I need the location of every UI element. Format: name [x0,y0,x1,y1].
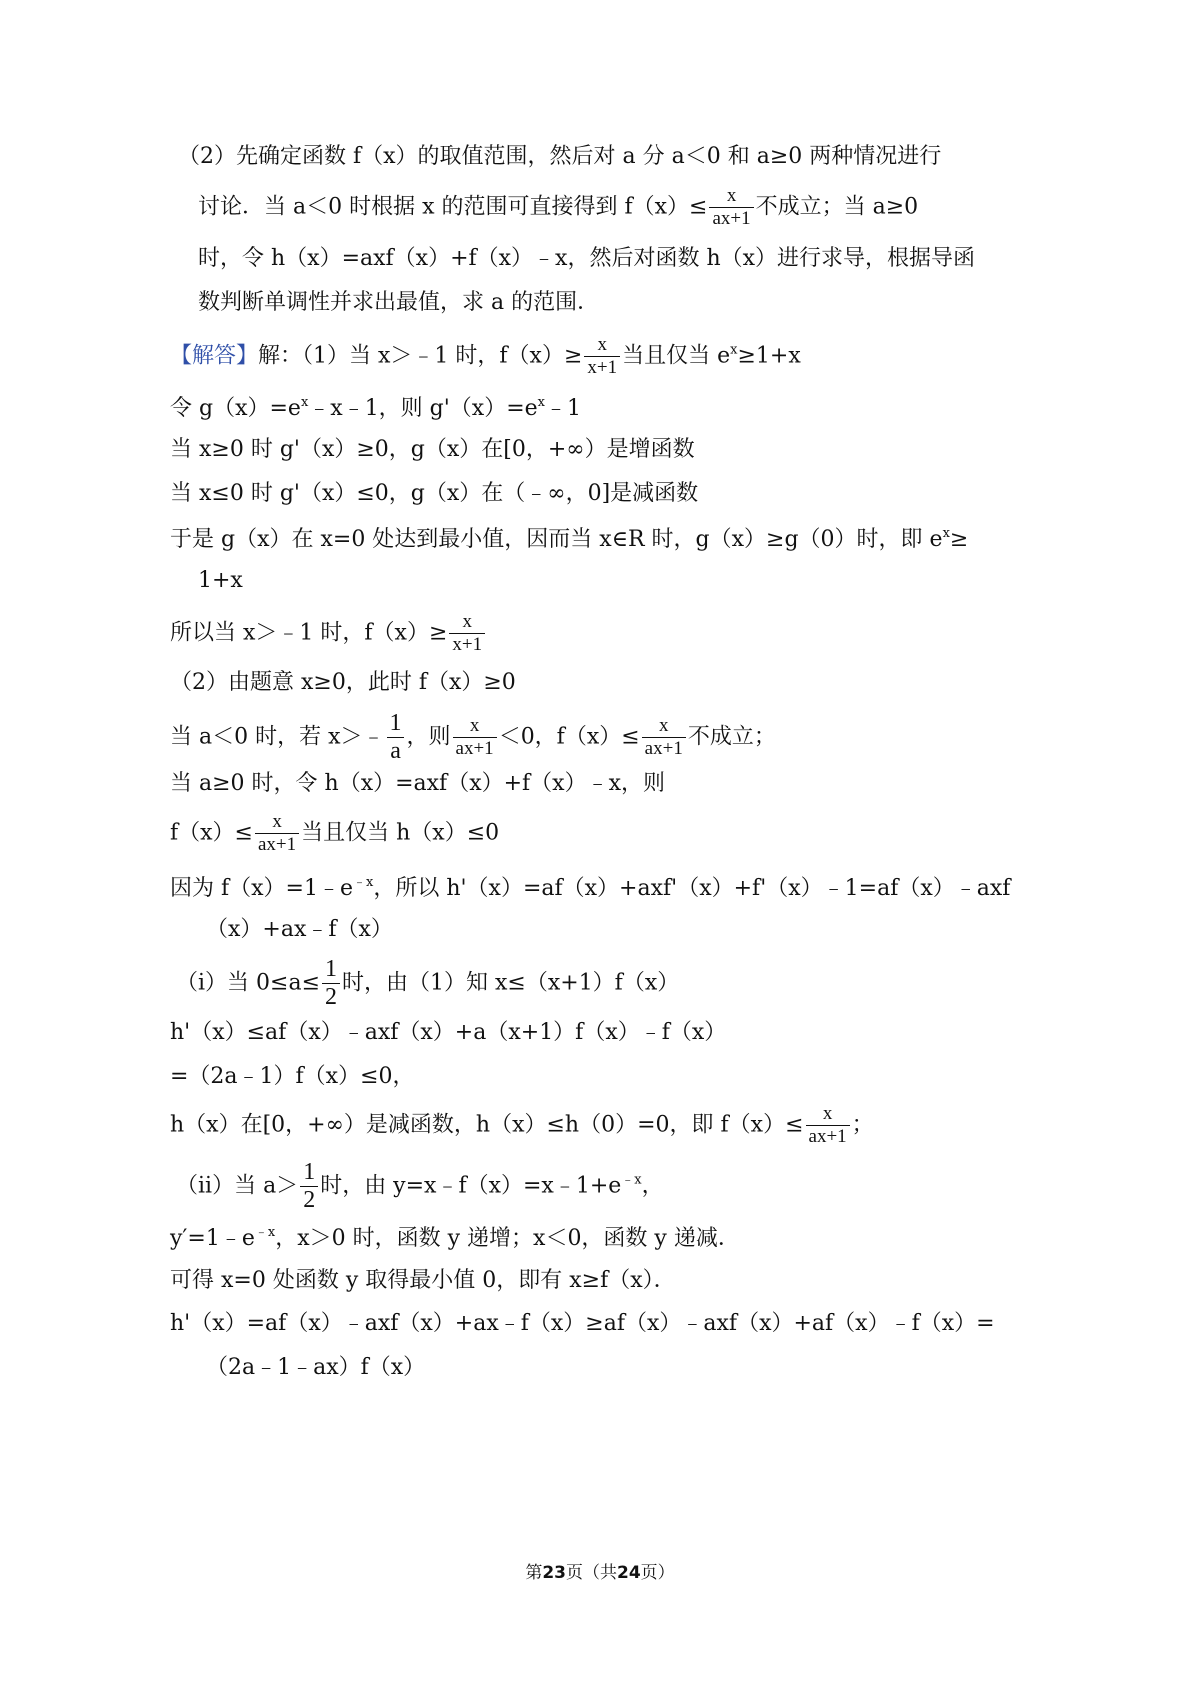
page-number: 23 [542,1563,566,1583]
text: 讨论．当 a＜0 时根据 x 的范围可直接得到 f（x）≤ [198,194,708,220]
denominator: x+1 [584,356,620,378]
g-increasing [170,439,695,461]
superscript: ﹣x [254,1225,276,1240]
text: =（2a﹣1）f（x）≤0， [170,1064,415,1089]
superscript: x [942,526,950,541]
text: 时，令 h（x）=axf（x）+f（x）﹣x，然后对函数 h（x）进行求导，根据导函 [198,246,976,271]
text: 于是 g（x）在 x=0 处达到最小值，因而当 x∈R 时，g（x）≥g（0）时，即 e [170,527,943,552]
text: 所以当 x＞﹣1 时，f（x）≥ [170,620,448,646]
text: ＜0，f（x）≤ [498,724,640,750]
superscript: x [537,395,546,410]
y-minimum [170,1270,676,1292]
denominator: ax+1 [255,833,299,855]
text: 当且仅当 e [622,343,731,369]
text: 令 g（x）=e [170,396,301,421]
numerator: 1 [303,1159,316,1185]
fraction-x-over-ax-plus-1 [709,186,753,229]
denominator: ax+1 [709,207,753,229]
denominator: a [387,737,404,764]
page-total: 24 [617,1563,641,1583]
analysis-line-2 [198,186,918,229]
numerator: x [659,715,669,737]
fraction-x-over-ax-plus-1 [806,1104,850,1147]
text: （ii）当 a＞ [176,1173,299,1199]
text: 不成立；当 a≥0 [755,194,919,220]
fraction-x-over-ax-plus-1 [642,716,686,759]
text: 时，由（1）知 x≤（x+1）f（x） [342,970,680,996]
text: ，x＞0 时，函数 y 递增；x＜0，函数 y 递减． [275,1226,740,1251]
text: 时，由 y=x﹣f（x）=x﹣1+e [320,1173,622,1199]
text: （i）当 0≤a≤ [176,970,321,996]
numerator: 1 [325,956,338,982]
h-prime-final [170,1313,995,1335]
fraction-x-over-x-plus-1 [449,612,485,655]
numerator: x [597,334,607,355]
case-i [176,957,679,1010]
text: ﹣x﹣1，则 g'（x）=e [308,396,538,421]
case-ii [176,1160,664,1213]
numerator: x [462,611,472,632]
text: 1+x [198,568,243,593]
text: ﹣1 [545,396,582,421]
a-negative-case [170,711,776,764]
text: （2）先确定函数 f（x）的取值范围，然后对 a 分 a＜0 和 a≥0 两种情况进行 [178,144,942,169]
numerator: x [822,1103,833,1124]
text: f（x）≤ [170,820,253,846]
text: 当 a≥0 时，令 h（x）=axf（x）+f（x）﹣x，则 [170,771,666,796]
conclusion-part1 [170,612,487,655]
fraction-x-over-ax-plus-1 [453,716,497,759]
text: ，所以 h'（x）=af（x）+axf'（x）+f'（x）﹣1=af（x）﹣axf [373,876,1011,901]
because-line [170,876,1010,900]
text: 不成立； [687,724,776,750]
analysis-line-3 [198,248,975,270]
numerator: 1 [389,710,402,736]
text: 当 x≥0 时 g'（x）≥0，g（x）在[0，+∞）是增函数 [170,437,695,462]
denominator: x+1 [449,633,485,655]
jieda-label: 【解答】 [170,343,259,369]
analysis-line-1 [178,146,941,168]
superscript: ﹣x [353,875,374,890]
text: （x）+ax﹣f（x） [206,917,393,942]
numerator: x [726,185,737,206]
page-footer [0,1558,1200,1583]
denominator: ax+1 [642,737,686,759]
numerator: x [272,811,282,832]
h-prime-final-cont [206,1357,425,1379]
text: 当 x≤0 时 g'（x）≤0，g（x）在（﹣∞，0]是减函数 [170,481,699,506]
part2-start [170,672,516,694]
fraction-x-over-x-plus-1 [584,335,620,378]
footer-prefix: 第 [525,1563,543,1583]
fraction-1-over-2 [322,957,340,1010]
denominator: ax+1 [453,737,497,759]
text: （2）由题意 x≥0，此时 f（x）≥0 [170,670,516,695]
fraction-1-over-2 [300,1160,318,1213]
text: y′=1﹣e [170,1226,255,1251]
g-decreasing [170,483,698,505]
analysis-line-4 [198,292,599,314]
text: 当且仅当 h（x）≤0 [301,820,500,846]
text: （2a﹣1﹣ax）f（x） [206,1355,426,1380]
text: ≥ [949,527,969,552]
fraction-1-over-a [387,711,405,764]
text: h'（x）≤af（x）﹣axf（x）+a（x+1）f（x）﹣f（x） [170,1020,727,1045]
f-le-condition [170,812,499,855]
denominator: 2 [300,1186,318,1213]
footer-suffix: 页） [640,1563,675,1583]
a-positive-case [170,773,665,795]
fraction-x-over-ax-plus-1 [255,812,299,855]
text: 当 a＜0 时，若 x＞﹣ [170,724,385,750]
text: ≥1+x [737,343,801,369]
footer-mid: 页（共 [566,1563,617,1583]
text: ； [851,1112,874,1138]
g-minimum-cont [198,570,243,592]
h-prime-result [170,1066,415,1088]
text: ， [641,1173,664,1199]
denominator: 2 [322,983,340,1010]
y-prime-line [170,1226,740,1250]
because-line-cont [206,919,393,941]
superscript: x [300,395,309,410]
superscript: x [730,342,738,358]
text: 可得 x=0 处函数 y 取得最小值 0，即有 x≥f（x）． [170,1268,676,1293]
text: 解：（1）当 x＞﹣1 时，f（x）≥ [258,343,583,369]
text: h'（x）=af（x）﹣axf（x）+ax﹣f（x）≥af（x）﹣axf（x）+af（x）﹣f（x）= [170,1311,995,1336]
text: 因为 f（x）=1﹣e [170,876,353,901]
numerator: x [469,715,480,737]
text: h（x）在[0，+∞）是减函数，h（x）≤h（0）=0，即 f（x）≤ [170,1112,804,1138]
text: ，则 [406,724,451,750]
h-prime-bound [170,1022,726,1044]
superscript: ﹣x [621,1172,642,1188]
denominator: ax+1 [806,1125,850,1147]
g-minimum [170,527,968,551]
text: 数判断单调性并求出最值，求 a 的范围． [198,290,600,315]
h-decreasing [170,1104,874,1147]
solution-line-1 [170,335,801,378]
g-definition [170,396,581,420]
